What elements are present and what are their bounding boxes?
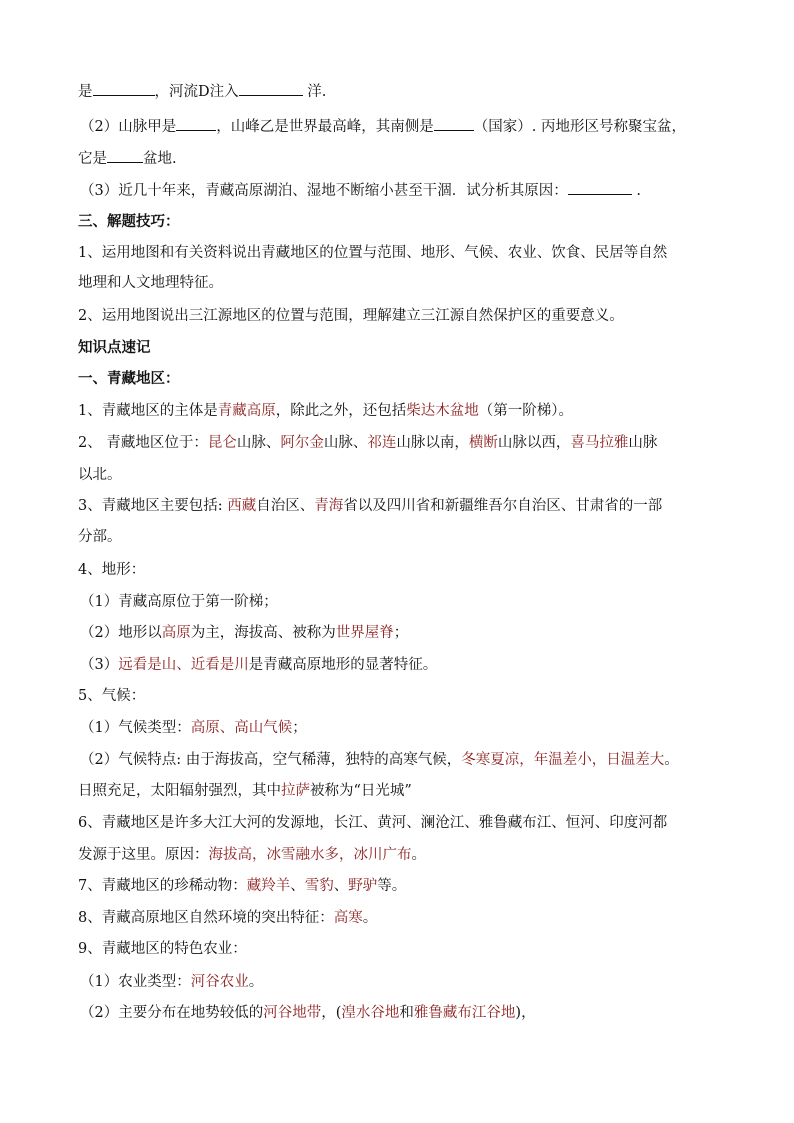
highlight-term: 拉萨 [281,783,310,799]
highlight-term: 河谷地带 [263,1005,322,1021]
highlight-term: 雅鲁藏布江谷地 [413,1005,516,1021]
paragraph-line: 7、青藏地区的珍稀动物：藏羚羊、雪豹、野驴等。 [78,878,407,894]
paragraph-line: 8、青藏高原地区自然环境的突出特征：高寒。 [78,910,378,926]
highlight-term: 海拔高，冰雪融水多，冰川广布 [208,847,412,863]
paragraph-line: 1、青藏地区的主体是青藏高原，除此之外，还包括柴达木盆地（第一阶梯）。 [78,403,573,419]
highlight-term: 雪豹 [304,878,334,894]
paragraph-line: （3）远看是山、近看是川是青藏高原地形的显著特征。 [80,657,438,673]
question-line: （3）近几十年来，青藏高原湖泊、湿地不断缩小甚至干涸．试分析其原因： . [80,180,641,201]
highlight-term: 远看是山、近看是川 [118,657,249,673]
paragraph-line: （2）气候特点: 由于海拔高，空气稀薄，独特的高寒气候，冬寒夏凉，年温差小，日温差大。 [80,752,679,768]
highlight-term: 阿尔金 [280,435,324,451]
highlight-term: 河谷农业 [190,974,249,990]
highlight-term: 西藏 [227,498,257,514]
paragraph-line: 5、气候： [78,688,146,704]
paragraph-line: 地理和人文地理特征。 [78,275,223,291]
paragraph-line: 以北。 [78,467,122,483]
answer-blank [176,116,216,131]
question-line: （2）山脉甲是 ，山峰乙是世界最高峰，其南侧是 （国家）. 丙地形区号称聚宝盆， [80,116,686,137]
answer-blank [568,180,632,195]
answer-blank [107,148,143,163]
section-heading: 一、青藏地区： [78,370,180,387]
highlight-term: 青海 [314,498,344,514]
highlight-term: 喜马拉雅 [570,435,629,451]
paragraph-line: 发源于这里。原因：海拔高，冰雪融水多，冰川广布。 [78,847,426,863]
answer-blank [239,81,303,96]
highlight-term: 祁连 [367,435,397,451]
highlight-term: 藏羚羊 [246,878,291,894]
paragraph-line: （1）农业类型：河谷农业。 [80,974,264,990]
highlight-term: 湟水谷地 [341,1005,400,1021]
paragraph-line: 日照充足，太阳辐射强烈，其中拉萨被称为“日光城” [78,783,412,799]
paragraph-line: 1、运用地图和有关资料说出青藏地区的位置与范围、地形、气候、农业、饮食、民居等自然 [78,245,668,261]
question-line: 它是 盆地. [78,148,177,169]
paragraph-line: 9、青藏地区的特色农业： [78,941,247,957]
paragraph-line: （2）主要分布在地势较低的河谷地带，(湟水谷地和雅鲁藏布江谷地)， [80,1005,536,1021]
question-line: 是 ，河流D注入 洋. [78,81,326,102]
answer-blank [93,81,155,96]
paragraph-line: 2、 青藏地区位于：昆仑山脉、阿尔金山脉、祁连山脉以南，横断山脉以西，喜马拉雅山脉 [78,435,658,451]
paragraph-line: 3、青藏地区主要包括: 西藏自治区、青海省以及四川省和新疆维吾尔自治区、甘肃省的一部 [78,498,663,514]
paragraph-line: 6、青藏地区是许多大江大河的发源地，长江、黄河、澜沧江、雅鲁藏布江、恒河、印度河都 [78,815,668,831]
highlight-term: 高寒 [333,910,363,926]
highlight-term: 横断 [468,435,498,451]
section-heading: 知识点速记 [78,339,151,356]
highlight-term: 高原、高山气候 [190,720,293,736]
paragraph-line: 4、地形： [78,562,146,578]
section-heading: 三、解题技巧： [78,213,180,230]
paragraph-line: 2、运用地图说出三江源地区的位置与范围，理解建立三江源自然保护区的重要意义。 [78,308,624,324]
paragraph-line: （1）青藏高原位于第一阶梯； [80,594,278,610]
highlight-term: 高原 [161,625,191,641]
highlight-term: 世界屋脊 [335,625,394,641]
paragraph-line: （1）气候类型：高原、高山气候； [80,720,307,736]
highlight-term: 冬寒夏凉，年温差小，日温差大 [461,752,665,768]
highlight-term: 野驴 [348,878,378,894]
paragraph-line: 分部。 [78,529,122,545]
highlight-term: 青藏高原 [217,403,276,419]
highlight-term: 柴达木盆地 [406,403,479,419]
answer-blank [434,116,474,131]
highlight-term: 昆仑 [207,435,237,451]
paragraph-line: （2）地形以高原为主，海拔高、被称为世界屋脊； [80,625,409,641]
